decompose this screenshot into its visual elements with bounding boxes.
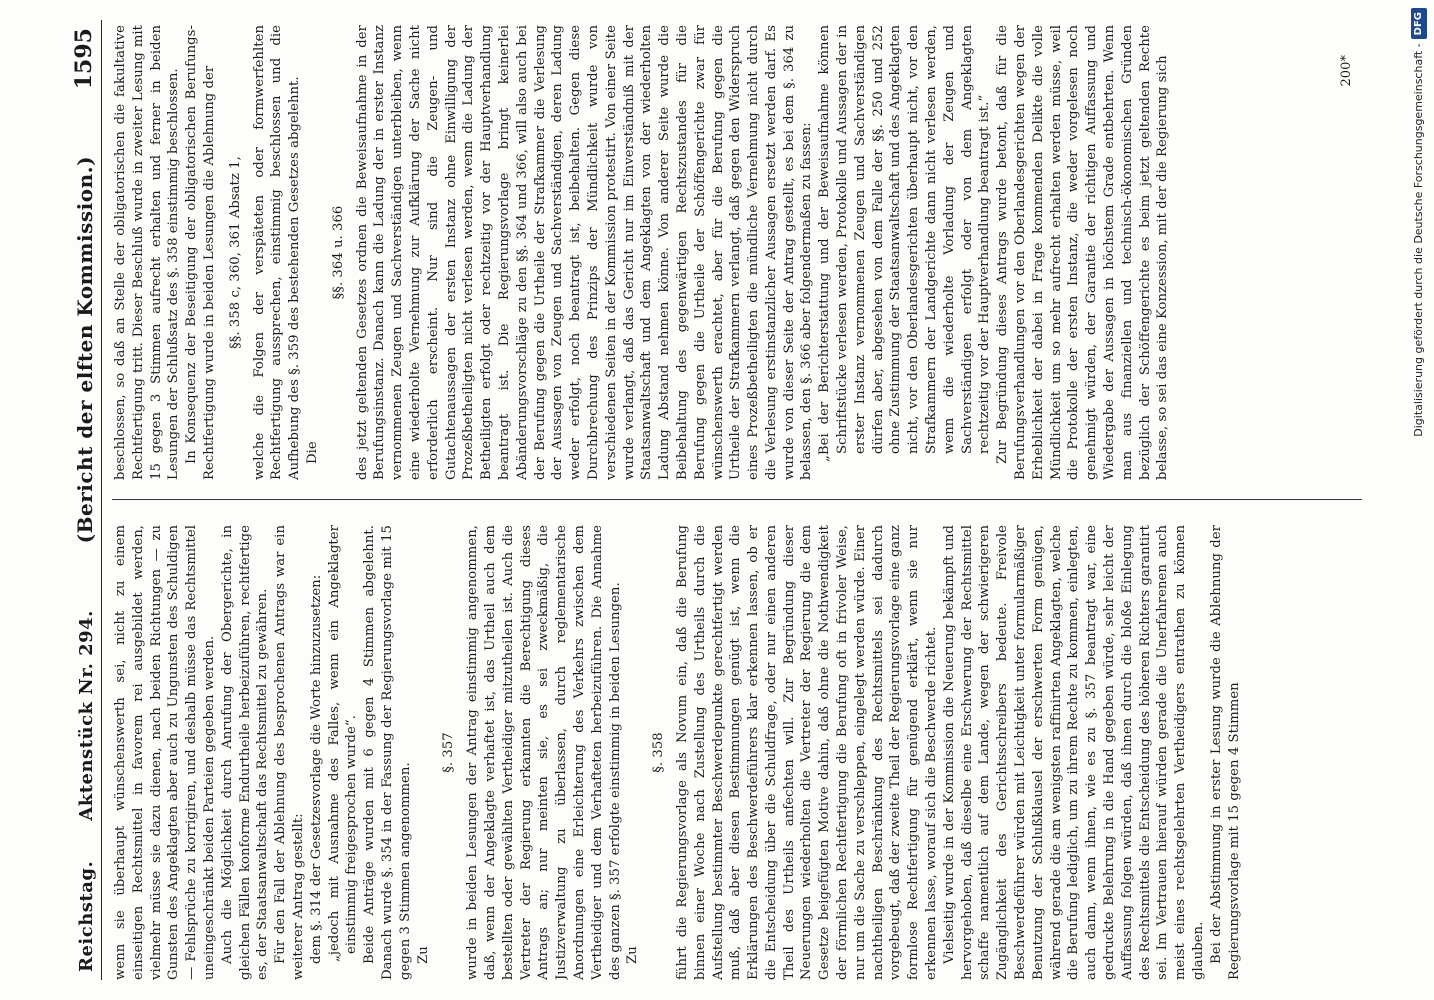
right-paragraph-3: welche die Folgen der verspäteten oder formwerfehlten Rechtfertigung aussprechen, einstimmig beschlossen und die Aufhebung des §. 359 des bestehenden Gesetzes abgelehnt. [251, 25, 303, 480]
right-column [112, 25, 1362, 480]
left-paragraph-7: führt die Regierungsvorlage als Novum ein, daß die Berufung binnen einer Woche nach Zustellung des Urtheils durch die Aufstellung bestimmter Beschwerdepunkte gerechtfertigt werden muß, daß aber diesen Bestimmungen genügt ist, wenn die Erklärungen des Beschwerdeführers klar erkennen lassen, ob er die Entscheidung über die Schuldfrage, oder nur einen anderen Theil des Urtheils anfechten will. Zur Begründung dieser Neuerungen wiederholten die Vertreter der Regierung die dem Gesetze beigefügten Motive dahin, daß ohne die Nothwendigkeit der förmlichen Rechtfertigung die Berufung oft in frivoler Weise, nur um die Sache zu verschleppen, eingelegt werden würde. Einer nachtheiligen Beschränkung des Rechtsmittels sei dadurch vorgebeugt, daß der zweite Theil der Regierungsvorlage eine ganz formlose Rechtfertigung für genügend erklärt, wenn sie nur erkennen lasse, worauf sich die Beschwerde richtet. [674, 525, 940, 980]
left-paragraph-3: Für den Fall der Ablehnung des besprochenen Antrags war ein weiterer Antrag gestellt: [273, 525, 306, 980]
left-zu-2: Zu [625, 946, 641, 964]
page-number: 1595 [71, 28, 97, 90]
digitization-credit-text: Digitalisierung gefördert durch die Deutsche Forschungsgemeinschaft - [1412, 43, 1425, 437]
section-heading-358c-361: §§. 358 c, 360, 361 Absatz 1, [227, 156, 243, 349]
left-quote-1: „jedoch mit Ausnahme des Falles, wenn ein Angeklagter einstimmig freigesprochen wurde“. [326, 525, 360, 962]
section-heading-358: §. 358 [651, 732, 667, 773]
right-paragraph-5: Zur Begründung dieses Antrags wurde betont, daß für die Berufungsverhandlungen vor den Oberlandesgerichten wegen der Erheblichkeit der dabei in Frage kommenden Delikte die volle Mündlichkeit um so mehr aufrecht erhalten werden müsse, weil die Protokolle der ersten Instanz, die weder vorgelesen noch genehmigt würden, der Garantie der richtigen Auffassung und Wiedergabe der Aussagen in höchstem Grade entbehrten. Wenn man aus finanziellen und technisch-ökonomischen Gründen bezüglich der Schöffengerichte es beim jetzt geltenden Rechte belasse, so sei das eine Konzession, mit der die Regierung sich [995, 25, 1171, 480]
header-report-title: (Bericht der elften Kommission.) [73, 155, 97, 544]
left-column [112, 525, 1362, 980]
dfg-logo: DFG [1411, 8, 1427, 39]
digitization-credit [1408, 8, 1430, 988]
left-paragraph-9: Bei der Abstimmung in erster Lesung wurde die Ablehnung der Regierungsvorlage mit 15 gegen 4 Stimmen [1208, 525, 1242, 980]
header-reichstag: Reichstag. [76, 860, 97, 972]
left-paragraph-6: wurde in beiden Lesungen der Antrag einstimmig angenommen, daß, wenn der Angeklagte verhaftet ist, das Urtheil auch dem bestellten oder gewählten Vertheidiger mitzutheilen ist. Auch die Vertreter der Regierung erkannten die Berechtigung dieses Antrags an; nur meinten sie, es sei zweckmäßig, die Justizverwaltung zu überlassen, durch reglementarische Anordnungen eine Erleichterung des Verkehrs zwischen dem Vertheidiger und dem Verhafteten herbeizuführen. Die Annahme des ganzen §. 357 erfolgte einstimmig in beiden Lesungen. [465, 525, 623, 980]
right-paragraph-2: In Konsequenz der Beseitigung der obligatorischen Berufungs-Rechtfertigung wurde in beiden Lesungen die Ablehnung der [184, 25, 217, 480]
header-left-group [76, 610, 97, 972]
right-die: Die [304, 441, 320, 464]
left-paragraph-2: Auch die Möglichkeit durch Anrufung der Obergerichte, in gleichen Fällen konforme Endurtheile herbeizuführen, rechtfertige es, der Staatsanwaltschaft das Rechtsmittel zu gewähren. [219, 525, 271, 980]
section-heading-364-366: §§. 364 u. 366 [330, 205, 346, 300]
left-paragraph-1: wenn sie überhaupt wünschenswerth sei, nicht zu einem einseitigen Rechtsmittel in favorem rei ausgebildet werden, vielmehr müsse sie dazu dienen, nach beiden Richtungen — zu Gunsten des Angeklagten aber auch zu Ungunsten des Schuldigen — Fehlsprüche zu korrigiren, und deshalb müsse das Rechtsmittel uneingeschränkt beiden Parteien gegeben werden. [113, 525, 217, 980]
left-paragraph-8: Vielseitig wurde in der Kommission die Neuerung bekämpft und hervorgehoben, daß dieselbe eine Erschwerung der Rechtsmittel schaffe namentlich auf dem Lande, wegen der schwierigeren Zugänglichkeit des Gerichtsschreibers bedeute. Freivole Beschwerdeführer würden mit Leichtigkeit unter formularmäßiger Benutzung der Schlußklausel der erschwerten Form genügen, während gerade die am wenigsten raffinirten Angeklagten, welche die Berufung lediglich, um zu ihrem Rechte zu kommen, einlegten, auch dann, wenn ihnen, wie es zu §. 357 beantragt war, eine gedruckte Belehrung in die Hand gegeben würde, sehr leicht der Auffassung folgen würden, daß ihnen durch die bloße Einlegung des Rechtsmittels die Entscheidung des höheren Richters garantirt sei. Im Vertrauen hierauf würden gerade die Unerfahrenen auch meist eines rechtsgelehrten Vertheidigers entrathen zu können glauben. [941, 525, 1207, 980]
sheet-signature: 200* [1339, 55, 1355, 87]
left-paragraph-5: Beide Anträge wurden mit 6 gegen 4 Stimmen abgelehnt. Danach wurde §. 354 in der Fassung der Regierungsvorlage mit 15 gegen 3 Stimmen angenommen. [362, 525, 413, 980]
page-header [62, 20, 102, 980]
header-document-number: Aktenstück Nr. 294. [76, 610, 97, 821]
column-divider [112, 499, 1362, 500]
left-zu-1: Zu [415, 946, 431, 964]
digitization-credit-text-wrapper [1408, 8, 1430, 988]
right-quote-1: „Bei der Berichterstattung und der Beweisaufnahme können Schriftstücke verlesen werden, Protokolle und Aussagen der in erster Instanz vernommenen Zeugen und Sachverständigen dürfen aber, abgesehen von dem Falle der §§. 250 und 252 ohne Zustimmung der Staatsanwaltschaft und des Angeklagten nicht, vor den Oberlandesgerichten überhaupt nicht, vor den Strafkammern der Landgerichte dann nicht verlesen werden, wenn die wiederholte Vorladung der Zeugen und Sachverständigen erfolgt oder von dem Angeklagten rechtzeitig vor der Hauptverhandlung beantragt ist.“ [817, 25, 993, 462]
left-paragraph-4: dem §. 314 der Gesetzesvorlage die Worte hinzuzusetzen: [308, 574, 324, 964]
rotated-page-content [62, 20, 1382, 980]
right-paragraph-4: des jetzt geltenden Gesetzes ordnen die Beweisaufnahme in der Berufungsinstanz. Danach kann die Ladung der in erster Instanz vernommenen Zeugen und Sachverständigen unterbleiben, wenn eine wiederholte Vernehmung zur Aufklärung der Sache nicht erforderlich erscheint. Nur sind die Zeugen- und Gutachtenaussagen der ersten Instanz ohne Einwilligung der Prozeßbetheiligten nicht verlesen werden, wenn die Ladung der Betheiligten erfolgt oder rechtzeitig vor der Hauptverhandlung beantragt ist. Die Regierungsvorlage bringt keinerlei Abänderungsvorschläge zu den §§. 364 und 366, will also auch bei der Berufung gegen die Urtheile der Strafkammer die Verlesung der Aussagen von Zeugen und Sachverständigen, deren Ladung weder erfolgt, noch beantragt ist, beibehalten. Gegen diese Durchbrechung des Prinzips der Mündlichkeit wurde von verschiedenen Seiten in der Kommission protestirt. Von einer Seite wurde verlangt, daß das Gericht nur im Einverständniß mit der Staatsanwaltschaft und dem Angeklagten von der wiederholten Ladung Abstand nehmen könne. Von anderer Seite wurde die Beibehaltung des gegenwärtigen Rechtszustandes für die Berufung gegen die Urtheile der Schöffengerichte zwar für wünschenswerth erachtet, aber für die Berufung gegen die Urtheile der Strafkammern verlangt, daß gegen den Widerspruch eines Prozeßbetheiligten die mündliche Vernehmung nicht durch die Verlesung erstinstanzlicher Aussagen ersetzt werden darf. Es wurde von dieser Seite der Antrag gestellt, es bei dem §. 364 zu belassen, den §. 366 aber folgendermaßen zu fassen: [354, 25, 815, 480]
right-paragraph-1: beschlossen, so daß an Stelle der obligatorischen die fakultative Rechtfertigung tritt. Dieser Beschluß wurde in zweiter Lesung mit 15 gegen 3 Stimmen aufrecht erhalten und ferner in beiden Lesungen der Schlußsatz des §. 358 einstimmig beschlossen. [113, 25, 182, 480]
section-heading-357: §. 357 [441, 732, 457, 773]
